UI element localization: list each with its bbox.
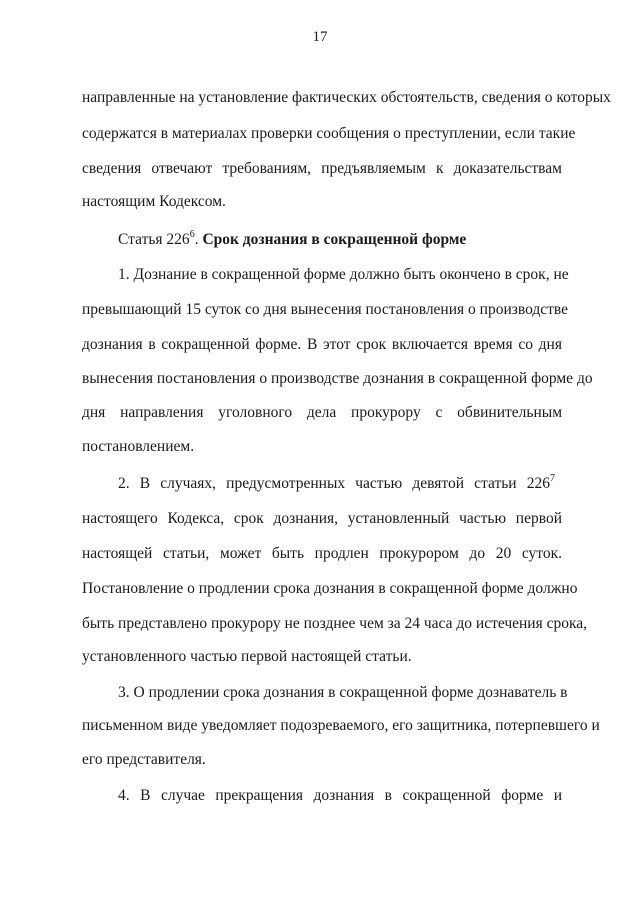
article-number: Статья 226: [118, 231, 190, 248]
text-line: настоящего Кодекса, срок дознания, установленный частью первой: [82, 510, 562, 527]
text-line: установленного частью первой настоящей статьи.: [82, 648, 412, 665]
text-line: 1. Дознание в сокращенной форме должно быть окончено в срок, не: [118, 266, 569, 283]
text-line: направленные на установление фактических обстоятельств, сведения о которых: [82, 89, 611, 106]
article-superscript: 7: [550, 472, 555, 484]
article-superscript: 6: [189, 228, 195, 240]
text-line: дознания в сокращенной форме. В этот срок включается время со дня: [82, 336, 562, 353]
text-line: превышающий 15 суток со дня вынесения постановления о производстве: [82, 301, 569, 318]
text-line: вынесения постановления о производстве дознания в сокращенной форме до: [82, 370, 593, 387]
text-line: 2. В случаях, предусмотренных частью девятой статьи $226^7$: [118, 472, 555, 492]
text-line: настоящим Кодексом.: [82, 193, 226, 210]
text-line: 3. О продлении срока дознания в сокращенной форме дознаватель в: [118, 684, 568, 701]
text-line: дня направления уголовного дела прокурору с обвинительным: [82, 404, 562, 421]
text-line: 4. В случае прекращения дознания в сокращенной форме и: [118, 787, 562, 804]
article-title: Срок дознания в сокращенной форме: [202, 231, 467, 248]
article-dot: .: [194, 231, 199, 248]
text-line: Постановление о продлении срока дознания в сокращенной форме должно: [82, 580, 578, 597]
text-line: содержатся в материалах проверки сообщения о преступлении, если такие: [82, 125, 576, 142]
page-number: 17: [312, 29, 328, 45]
text-line: его представителя.: [82, 751, 206, 768]
text-line: письменном виде уведомляет подозреваемого, его защитника, потерпевшего и: [82, 717, 600, 734]
text-line: постановлением.: [82, 438, 195, 455]
text-line: сведения отвечают требованиям, предъявляемым к доказательствам: [82, 160, 562, 177]
text-line: быть представлено прокурору не позднее чем за 24 часа до истечения срока,: [82, 615, 588, 632]
article-heading: [118, 230, 466, 250]
text-line: настоящей статьи, может быть продлен прокурором до 20 суток.: [82, 545, 562, 562]
